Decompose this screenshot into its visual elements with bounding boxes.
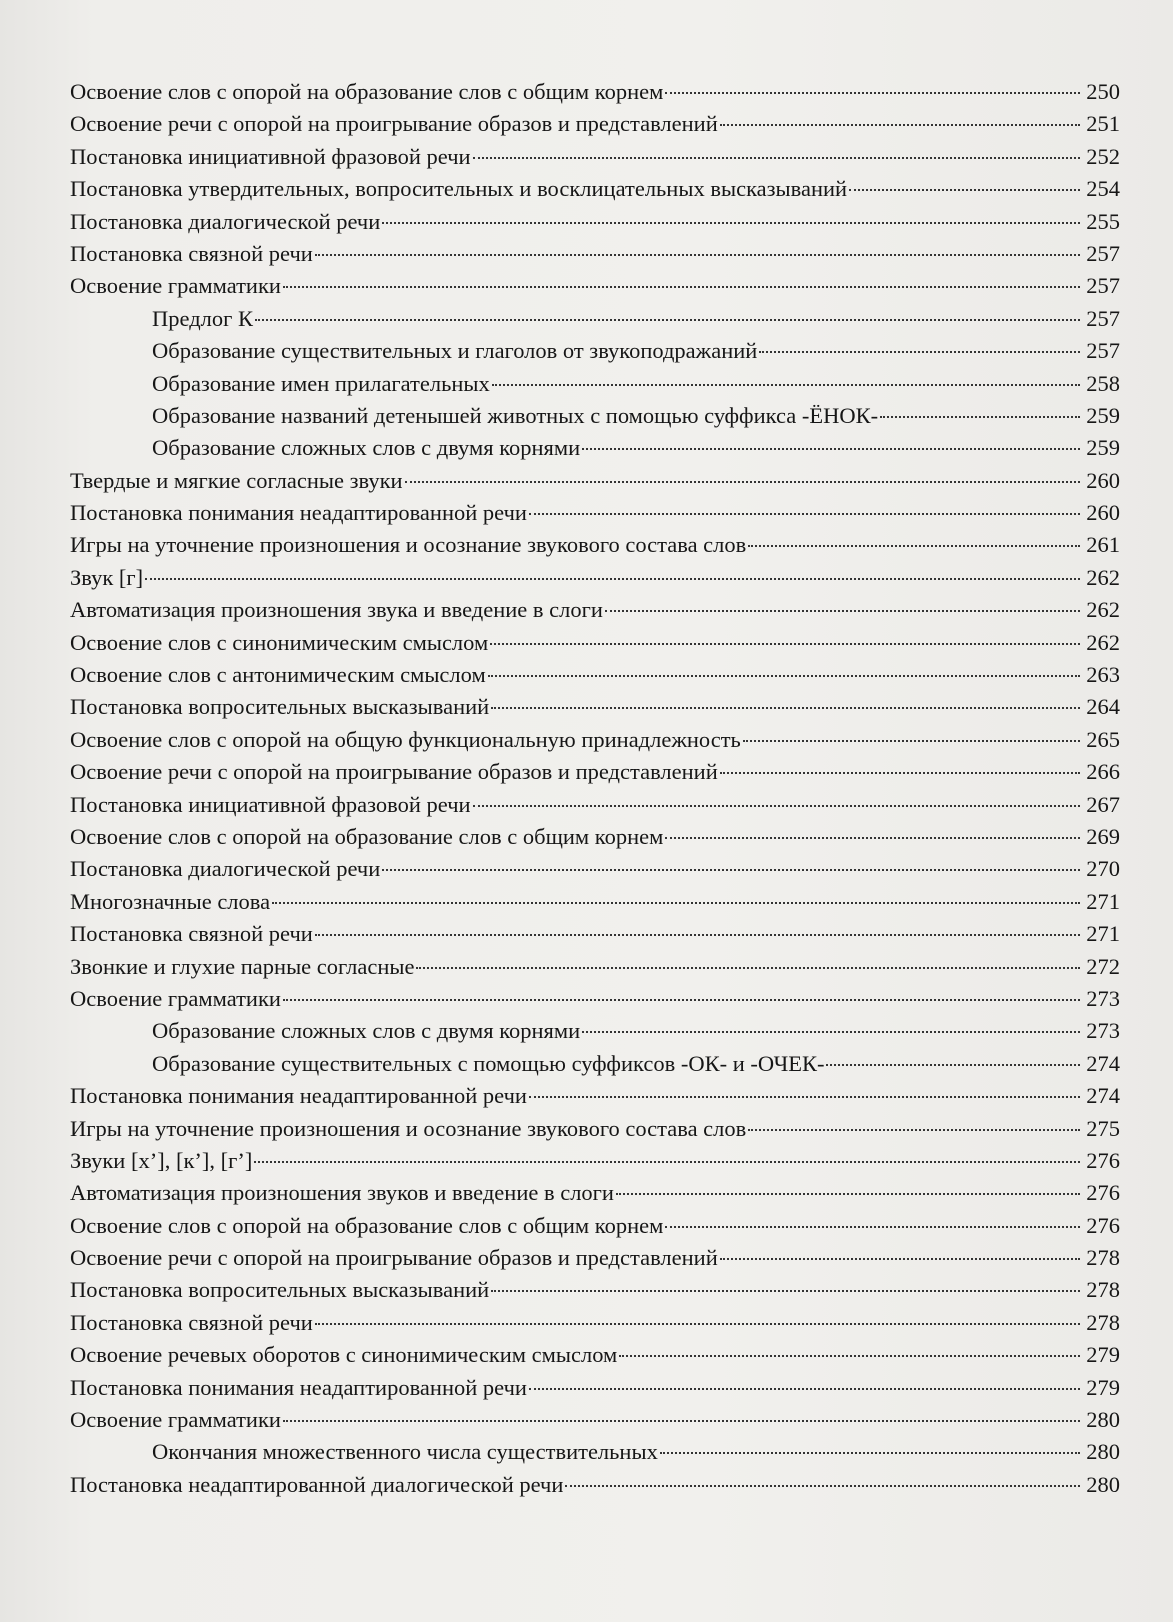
dot-leader [529, 1096, 1080, 1098]
dot-leader [145, 578, 1080, 580]
toc-entry-title: Освоение слов с опорой на общую функциональную принадлежность [70, 726, 741, 752]
toc-entry-title: Освоение речи с опорой на проигрывание образов и представлений [70, 759, 718, 785]
toc-entry-title: Звуки [х’], [к’], [г’] [70, 1147, 253, 1173]
toc-entry [70, 691, 1120, 723]
toc-entry [70, 1469, 1120, 1501]
dot-leader [660, 1452, 1080, 1454]
toc-page-number: 263 [1086, 662, 1120, 688]
table-of-contents [70, 76, 1120, 1501]
toc-page-number: 272 [1086, 953, 1120, 979]
toc-subentry [70, 303, 1120, 335]
dot-leader [315, 934, 1080, 936]
toc-entry [70, 238, 1120, 270]
toc-entry [70, 659, 1120, 691]
toc-page-number: 278 [1086, 1245, 1120, 1271]
toc-entry-title: Постановка понимания неадаптированной речи [70, 1374, 527, 1400]
dot-leader [720, 124, 1080, 126]
toc-entry [70, 918, 1120, 950]
toc-entry-title: Игры на уточнение произношения и осознание звукового состава слов [70, 532, 747, 558]
dot-leader [473, 157, 1080, 159]
toc-entry [70, 983, 1120, 1015]
toc-entry [70, 594, 1120, 626]
toc-entry [70, 1177, 1120, 1209]
toc-entry-title: Многозначные слова [70, 888, 271, 914]
dot-leader [605, 610, 1080, 612]
toc-page-number: 257 [1086, 305, 1120, 331]
toc-entry [70, 529, 1120, 561]
toc-page-number: 266 [1086, 759, 1120, 785]
toc-entry-title: Образование имен прилагательных [152, 370, 490, 396]
toc-entry [70, 1372, 1120, 1404]
toc-entry [70, 206, 1120, 238]
dot-leader [849, 189, 1080, 191]
toc-entry [70, 270, 1120, 302]
toc-entry [70, 1242, 1120, 1274]
toc-page-number: 260 [1086, 467, 1120, 493]
toc-entry [70, 76, 1120, 108]
toc-entry [70, 173, 1120, 205]
toc-page-number: 267 [1086, 791, 1120, 817]
toc-entry [70, 789, 1120, 821]
toc-entry-title: Твердые и мягкие согласные звуки [70, 467, 403, 493]
toc-entry [70, 1210, 1120, 1242]
toc-page-number: 264 [1086, 694, 1120, 720]
toc-page-number: 260 [1086, 500, 1120, 526]
toc-entry [70, 108, 1120, 140]
dot-leader [665, 1226, 1080, 1228]
toc-page-number: 274 [1086, 1050, 1120, 1076]
toc-entry-title: Освоение речевых оборотов с синонимическим смыслом [70, 1342, 618, 1368]
toc-page-number: 278 [1086, 1277, 1120, 1303]
dot-leader [405, 481, 1080, 483]
toc-entry [70, 1307, 1120, 1339]
toc-page-number: 278 [1086, 1309, 1120, 1335]
toc-entry-title: Освоение грамматики [70, 273, 281, 299]
toc-entry-title: Звук [г] [70, 564, 144, 590]
toc-subentry [70, 1436, 1120, 1468]
toc-page-number: 276 [1086, 1180, 1120, 1206]
toc-page-number: 251 [1086, 111, 1120, 137]
dot-leader [720, 772, 1080, 774]
toc-subentry [70, 368, 1120, 400]
toc-page-number: 275 [1086, 1115, 1120, 1141]
toc-page-number: 258 [1086, 370, 1120, 396]
dot-leader [565, 1485, 1080, 1487]
toc-entry [70, 562, 1120, 594]
toc-entry-title: Освоение речи с опорой на проигрывание образов и представлений [70, 111, 718, 137]
toc-entry-title: Освоение грамматики [70, 985, 281, 1011]
toc-entry [70, 724, 1120, 756]
toc-subentry [70, 1048, 1120, 1080]
toc-entry-title: Постановка понимания неадаптированной речи [70, 1083, 527, 1109]
dot-leader [488, 675, 1080, 677]
toc-page-number: 265 [1086, 726, 1120, 752]
toc-entry-title: Автоматизация произношения звуков и введение в слоги [70, 1180, 614, 1206]
toc-page-number: 262 [1086, 629, 1120, 655]
toc-page-number: 280 [1086, 1471, 1120, 1497]
toc-entry-title: Постановка вопросительных высказываний [70, 1277, 490, 1303]
dot-leader [255, 319, 1080, 321]
dot-leader [826, 1064, 1080, 1066]
dot-leader [382, 869, 1080, 871]
toc-page-number: 279 [1086, 1374, 1120, 1400]
toc-page-number: 280 [1086, 1407, 1120, 1433]
toc-entry [70, 1274, 1120, 1306]
toc-entry-title: Образование существительных и глаголов от звукоподражаний [152, 338, 758, 364]
toc-entry-title: Звонкие и глухие парные согласные [70, 953, 415, 979]
toc-entry-title: Образование названий детенышей животных с помощью суффикса -ЁНОК- [152, 402, 879, 428]
toc-entry-title: Постановка диалогической речи [70, 208, 381, 234]
toc-entry-title: Игры на уточнение произношения и осознание звукового состава слов [70, 1115, 747, 1141]
dot-leader [665, 92, 1080, 94]
toc-entry-title: Постановка неадаптированной диалогической речи [70, 1471, 564, 1497]
toc-page-number: 262 [1086, 564, 1120, 590]
toc-entry-title: Окончания множественного числа существительных [152, 1439, 658, 1465]
toc-entry [70, 853, 1120, 885]
toc-entry [70, 465, 1120, 497]
toc-page-number: 254 [1086, 176, 1120, 202]
dot-leader [619, 1355, 1080, 1357]
toc-page-number: 259 [1086, 402, 1120, 428]
dot-leader [743, 740, 1080, 742]
toc-entry-title: Постановка инициативной фразовой речи [70, 791, 471, 817]
dot-leader [473, 805, 1080, 807]
toc-page-number: 279 [1086, 1342, 1120, 1368]
toc-entry-title: Автоматизация произношения звука и введение в слоги [70, 597, 603, 623]
dot-leader [582, 1031, 1080, 1033]
toc-entry [70, 886, 1120, 918]
toc-page-number: 252 [1086, 143, 1120, 169]
toc-entry-title: Постановка понимания неадаптированной речи [70, 500, 527, 526]
toc-page-number: 257 [1086, 273, 1120, 299]
toc-page-number: 276 [1086, 1212, 1120, 1238]
toc-entry [70, 1145, 1120, 1177]
toc-page-number: 261 [1086, 532, 1120, 558]
dot-leader [416, 967, 1080, 969]
toc-page-number: 259 [1086, 435, 1120, 461]
dot-leader [315, 1323, 1080, 1325]
toc-page-number: 273 [1086, 985, 1120, 1011]
toc-entry-title: Освоение слов с синонимическим смыслом [70, 629, 489, 655]
dot-leader [582, 448, 1080, 450]
toc-entry-title: Освоение слов с опорой на образование слов с общим корнем [70, 79, 664, 104]
toc-page-number: 271 [1086, 888, 1120, 914]
toc-page-number: 262 [1086, 597, 1120, 623]
toc-page-number: 250 [1086, 79, 1120, 104]
toc-page-number: 271 [1086, 921, 1120, 947]
dot-leader [491, 1290, 1080, 1292]
toc-entry-title: Постановка диалогической речи [70, 856, 381, 882]
toc-entry-title: Постановка инициативной фразовой речи [70, 143, 471, 169]
toc-entry [70, 627, 1120, 659]
toc-entry [70, 821, 1120, 853]
dot-leader [880, 416, 1080, 418]
dot-leader [283, 999, 1080, 1001]
dot-leader [616, 1193, 1080, 1195]
toc-page-number: 273 [1086, 1018, 1120, 1044]
toc-entry-title: Постановка связной речи [70, 921, 313, 947]
dot-leader [748, 1129, 1080, 1131]
dot-leader [748, 545, 1080, 547]
toc-page-number: 255 [1086, 208, 1120, 234]
toc-entry-title: Освоение слов с опорой на образование слов с общим корнем [70, 1212, 664, 1238]
dot-leader [720, 1258, 1080, 1260]
dot-leader [665, 837, 1080, 839]
dot-leader [272, 902, 1080, 904]
toc-entry-title: Предлог К [152, 305, 253, 331]
toc-subentry [70, 1015, 1120, 1047]
toc-subentry [70, 432, 1120, 464]
toc-page-number: 257 [1086, 240, 1120, 266]
toc-entry [70, 1080, 1120, 1112]
toc-entry [70, 497, 1120, 529]
dot-leader [254, 1161, 1080, 1163]
dot-leader [491, 707, 1080, 709]
toc-entry [70, 141, 1120, 173]
dot-leader [529, 513, 1080, 515]
toc-entry-title: Освоение грамматики [70, 1407, 281, 1433]
toc-entry-title: Освоение слов с опорой на образование слов с общим корнем [70, 823, 664, 849]
toc-entry [70, 951, 1120, 983]
toc-page-number: 269 [1086, 823, 1120, 849]
dot-leader [492, 384, 1080, 386]
toc-entry-title: Постановка связной речи [70, 240, 313, 266]
toc-page-number: 270 [1086, 856, 1120, 882]
toc-page-number: 257 [1086, 338, 1120, 364]
toc-page-number: 276 [1086, 1147, 1120, 1173]
toc-entry [70, 756, 1120, 788]
toc-page-number: 274 [1086, 1083, 1120, 1109]
toc-page-number: 280 [1086, 1439, 1120, 1465]
dot-leader [529, 1388, 1080, 1390]
toc-entry [70, 1113, 1120, 1145]
toc-entry [70, 1339, 1120, 1371]
toc-entry-title: Постановка вопросительных высказываний [70, 694, 490, 720]
dot-leader [315, 254, 1080, 256]
toc-subentry [70, 335, 1120, 367]
dot-leader [283, 1420, 1080, 1422]
toc-entry-title: Образование сложных слов с двумя корнями [152, 435, 581, 461]
toc-entry-title: Постановка связной речи [70, 1309, 313, 1335]
dot-leader [283, 286, 1080, 288]
dot-leader [490, 643, 1080, 645]
toc-entry-title: Постановка утвердительных, вопросительных и восклицательных высказываний [70, 176, 848, 202]
toc-entry [70, 1404, 1120, 1436]
toc-entry-title: Образование сложных слов с двумя корнями [152, 1018, 581, 1044]
toc-entry-title: Освоение речи с опорой на проигрывание образов и представлений [70, 1245, 718, 1271]
toc-entry-title: Образование существительных с помощью суффиксов -ОК- и -ОЧЕК- [152, 1050, 825, 1076]
dot-leader [759, 351, 1080, 353]
toc-subentry [70, 400, 1120, 432]
toc-entry-title: Освоение слов с антонимическим смыслом [70, 662, 486, 688]
dot-leader [382, 222, 1080, 224]
